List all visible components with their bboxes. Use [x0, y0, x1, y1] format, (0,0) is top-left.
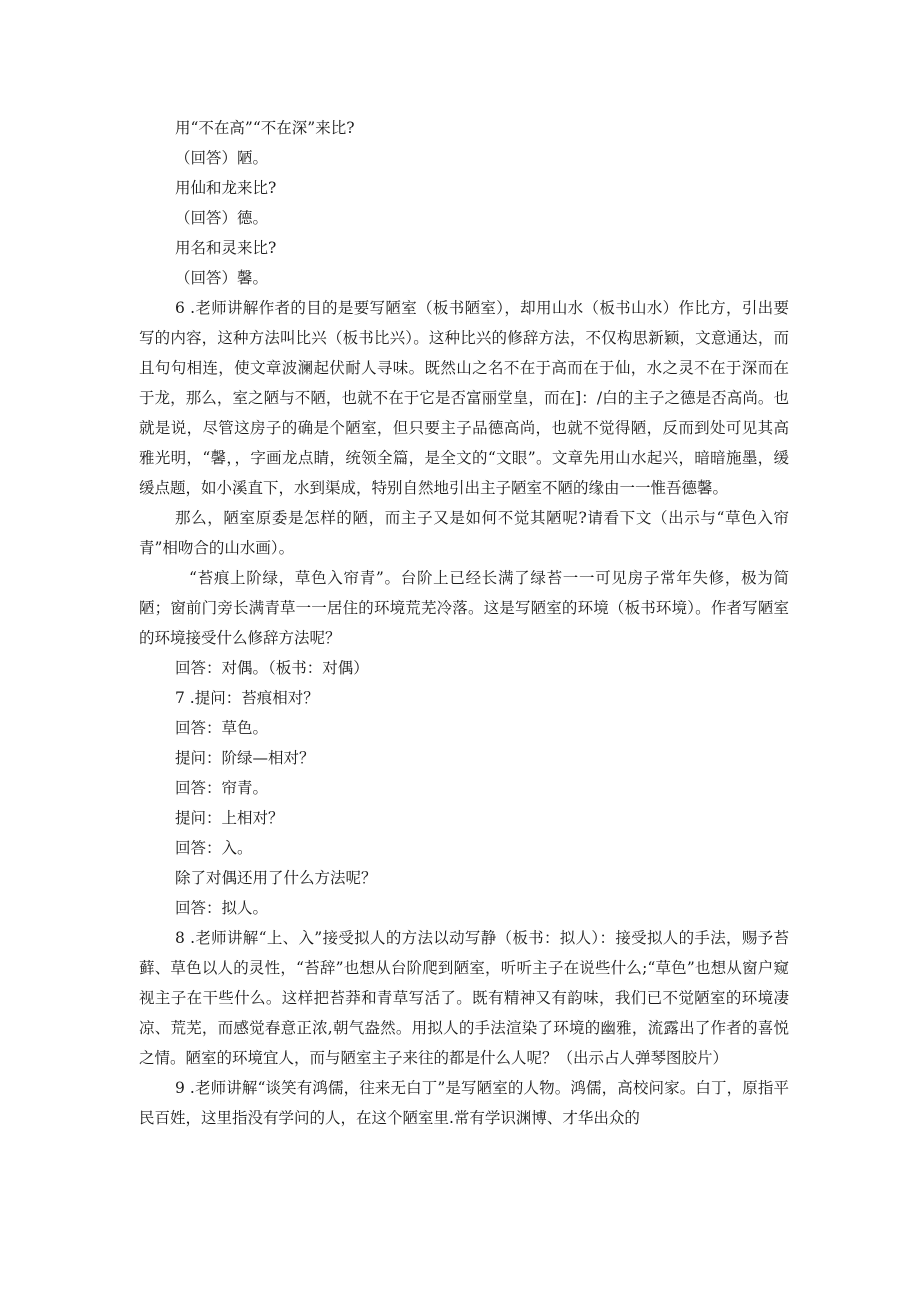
- paragraph-6: （回答）馨。: [175, 269, 269, 287]
- paragraph-20: 9 .老师讲解“谈笑有鸿儒，往来无白丁”是写陋室的人物。鸿儒，高校问家。白丁，原指平民百姓，这里指没有学问的人，在这个陋室里.常有学识渊博、才华出众的: [139, 1079, 789, 1127]
- paragraph-8: 那么，陋室原委是怎样的陋，而主子又是如何不觉其陋呢?请看下文（出示与“草色入帘青”相吻合的山水画）。: [139, 509, 789, 557]
- paragraph-5: 用名和灵来比?: [175, 239, 277, 257]
- paragraph-17: 除了对偶还用了什么方法呢？: [175, 869, 377, 887]
- paragraph-1: 用“不在高”“不在深”来比?: [175, 119, 355, 137]
- paragraph-19: 8 .老师讲解“上、入”接受拟人的方法以动写静（板书：拟人）：接受拟人的手法，赐予苔藓、草色以人的灵性，“苔辞”也想从台阶爬到陋室，听听主子在说些什么;“草色”也想从窗户窥视主子在干些什么。这样把苔莽和青草写活了。既有精神又有韵味，我们已不觉陋室的环境凄凉、荒芜，而感觉春意正浓,朝气盎然。用拟人的手法渲染了环境的幽雅，流露出了作者的喜悦之情。陋室的环境宜人，而与陋室主子来往的都是什么人呢？（出示占人弹琴图胶片）: [139, 929, 789, 1067]
- paragraph-4: （回答）德。: [175, 209, 269, 227]
- document-page: [139, 113, 789, 1133]
- paragraph-15: 提问：上相对？: [175, 809, 284, 827]
- paragraph-12: 回答：草色。: [175, 719, 269, 737]
- paragraph-16: 回答：入。: [175, 839, 253, 857]
- paragraph-10: 回答：对偶。（板书：对偶）: [175, 659, 369, 677]
- paragraph-2: （回答）陋。: [175, 149, 269, 167]
- paragraph-14: 回答：帘青。: [175, 779, 269, 797]
- paragraph-3: 用仙和龙来比?: [175, 179, 277, 197]
- paragraph-18: 回答：拟人。: [175, 899, 269, 917]
- paragraph-13: 提问：阶绿—相对？: [175, 749, 315, 767]
- paragraph-9: “苔痕上阶绿，草色入帘青”。台阶上已经长满了绿苔一一可见房子常年失修，极为简陋；窗前门旁长满青草一一居住的环境荒芜冷落。这是写陋室的环境（板书环境）。作者写陋室的环境接受什么修辞方法呢？: [139, 569, 789, 647]
- paragraph-7: 6 .老师讲解作者的目的是要写陋室（板书陋室），却用山水（板书山水）作比方，引出要写的内容，这种方法叫比兴（板书比兴）。这种比兴的修辞方法，不仅构思新颖，文意通达，而且句句相连，使文章波澜起伏耐人寻味。既然山之名不在于高而在于仙，水之灵不在于深而在于龙，那么，室之陋与不陋，也就不在于它是否富丽堂皇，而在]：/白的主子之德是否高尚。也就是说，尽管这房子的确是个陋室，但只要主子品德高尚，也就不觉得陋，反而到处可见其高雅光明，“馨，，字画龙点睛，统领全篇，是全文的“文眼”。文章先用山水起兴，暗暗施墨，缓缓点题，如小溪直下，水到渠成，特别自然地引出主子陋室不陋的缘由一一惟吾德馨。: [139, 299, 789, 497]
- paragraph-11: 7 .提问：苔痕相对？: [175, 689, 319, 707]
